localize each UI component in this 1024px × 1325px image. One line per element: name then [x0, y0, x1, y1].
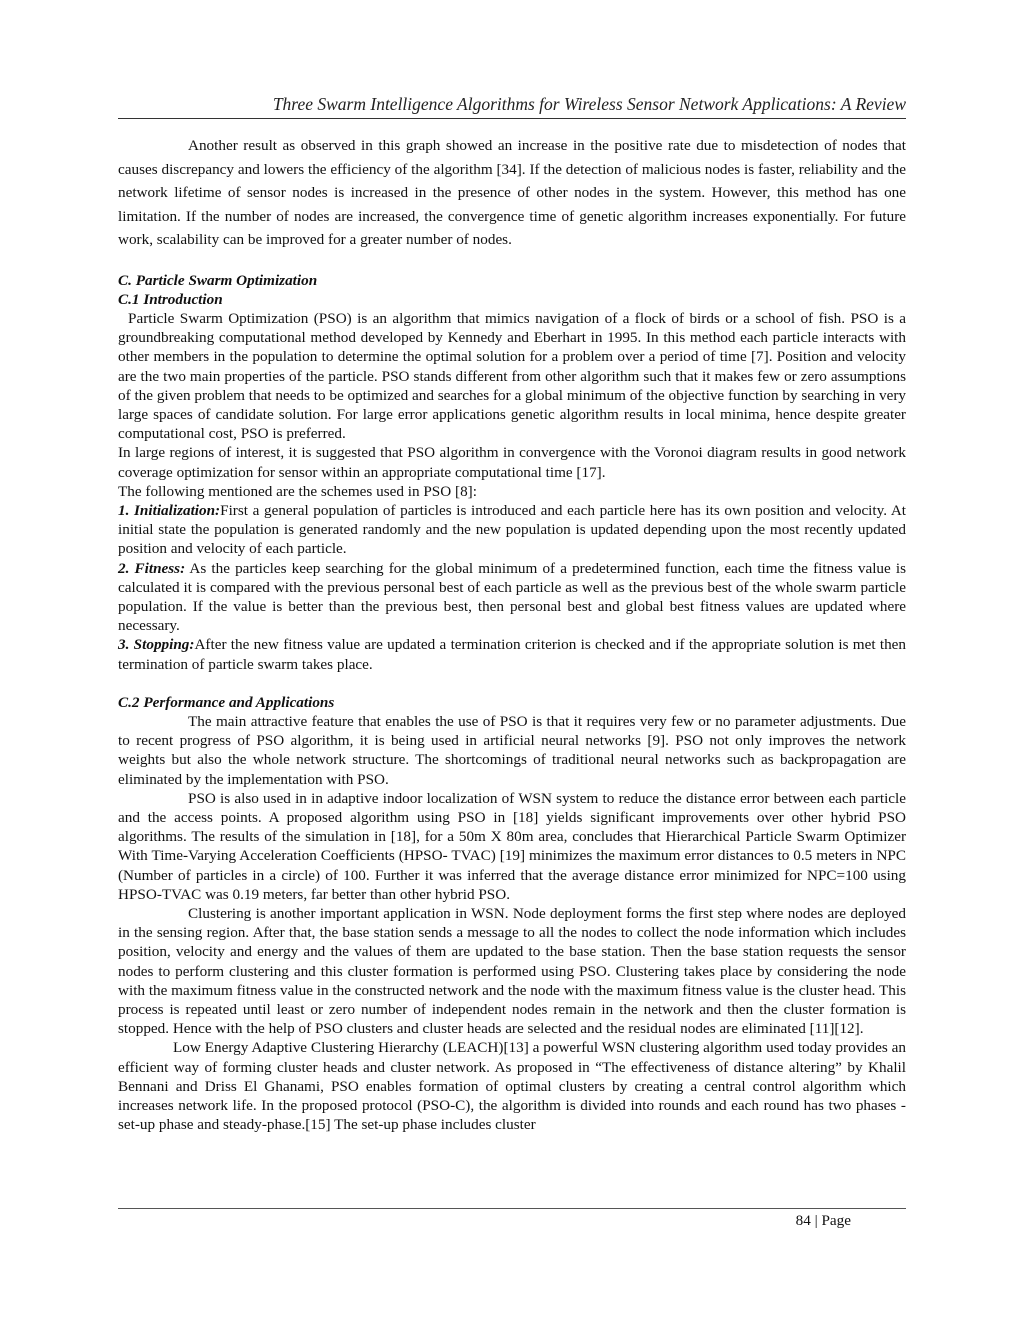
scheme-stopping	[118, 635, 906, 673]
c1-paragraph-1: Particle Swarm Optimization (PSO) is an algorithm that mimics navigation of a flock of birds or a school of fish. PSO is a groundbreaking computational method developed by Kennedy and Eberhart in 1995. In this method each particle interacts with other members in the population to determine the optimal solution for a problem over a period of time [7]. Position and velocity are the two main properties of the particle. PSO stands different from other algorithm such that it makes few or zero assumptions of the given problem that needs to be optimized and searches for a global minimum of the objective function by searching in very large spaces of candidate solution. For large error applications genetic algorithm results in local minima, hence despite greater computational cost, PSO is preferred.	[118, 309, 906, 443]
scheme-fitness	[118, 559, 906, 636]
scheme-label: 1. Initialization:	[118, 501, 221, 519]
header-rule	[118, 118, 906, 119]
subsection-heading-c1: C.1 Introduction	[118, 290, 223, 308]
intro-paragraph: Another result as observed in this graph showed an increase in the positive rate due to misdetection of nodes that causes discrepancy and lowers the efficiency of the algorithm [34]. If the detection of malicious nodes is faster, reliability and the network lifetime of sensor nodes is increased in the presence of other nodes in the system. However, this method has one limitation. If the number of nodes are increased, the convergence time of genetic algorithm increases exponentially. For future work, scalability can be improved for a greater number of nodes.	[118, 137, 906, 248]
scheme-text: After the new fitness value are updated a termination criterion is checked and if the appropriate solution is met then termination of particle swarm takes place.	[118, 636, 906, 673]
c2-paragraph-4: Low Energy Adaptive Clustering Hierarchy (LEACH)[13] a powerful WSN clustering algorithm used today provides an efficient way of forming cluster heads and cluster network. As proposed in “The effectiveness of distance altering” by Khalil Bennani and Driss El Ghanami, PSO enables formation of optimal clusters by creating a central control algorithm which increases network life. In the proposed protocol (PSO-C), the algorithm is divided into rounds and each round has two phases - set-up phase and steady-phase.[15] The set-up phase includes cluster	[118, 1039, 906, 1134]
footer-rule	[118, 1208, 906, 1209]
c1-paragraph-2: In large regions of interest, it is suggested that PSO algorithm in convergence with the Voronoi diagram results in good network coverage optimization for sensor within an appropriate computational time [17].	[118, 444, 906, 481]
page-number: 84 | Page	[795, 1212, 851, 1229]
running-header: Three Swarm Intelligence Algorithms for Wireless Sensor Network Applications: A Review	[272, 94, 906, 114]
scheme-text: As the particles keep searching for the global minimum of a predetermined function, each time the fitness value is calculated it is compared with the previous personal best of each particle as well as the previous best of the whole swarm particle population. If the value is better than the previous best, then personal best and global best fitness values are updated where necessary.	[118, 559, 906, 635]
page-body	[118, 134, 906, 1134]
subsection-heading-c2: C.2 Performance and Applications	[118, 693, 335, 711]
c1-paragraph-3: The following mentioned are the schemes used in PSO [8]:	[118, 482, 477, 500]
scheme-label: 3. Stopping:	[118, 636, 195, 654]
c2-paragraph-1: The main attractive feature that enables the use of PSO is that it requires very few or no parameter adjustments. Due to recent progress of PSO algorithm, it is being used in artificial neural networks [9]. PSO not only improves the network weights but also the whole network structure. The shortcomings of traditional neural networks such as backpropagation are eliminated by the implementation with PSO.	[118, 712, 906, 788]
c2-paragraph-2: PSO is also used in in adaptive indoor localization of WSN system to reduce the distance error between each particle and the access points. A proposed algorithm using PSO in [18] yields significant improvements over other hybrid PSO algorithms. The results of the simulation in [18], for a 50m X 80m area, concludes that Hierarchical Particle Swarm Optimizer With Time-Varying Acceleration Coefficients (HPSO- TVAC) [19] minimizes the maximum error distances to 0.5 meters in NPC (Number of particles in a circle) of 100. Further it was inferred that the average distance error minimized for NPC=100 using HPSO-TVAC was 0.19 meters, far better than other hybrid PSO.	[118, 789, 906, 903]
scheme-label: 2. Fitness:	[118, 559, 186, 577]
scheme-initialization	[118, 501, 906, 559]
c2-paragraph-3: Clustering is another important application in WSN. Node deployment forms the first step where nodes are deployed in the sensing region. After that, the base station sends a message to all the nodes to collect the node information which includes position, velocity and energy and the values of them are updated to the base station. Then the base station requests the sensor nodes to perform clustering and this cluster formation is performed using PSO. Clustering takes place by considering the node with the maximum fitness value in the constructed network and the node with the maximum fitness value is the cluster head. This process is repeated until least or zero number of independent nodes remain in the network and then the cluster formation is stopped. Hence with the help of PSO clusters and cluster heads are selected and the residual nodes are eliminated [11][12].	[118, 905, 906, 1038]
spacer	[118, 674, 906, 693]
section-heading-c: C. Particle Swarm Optimization	[118, 271, 318, 289]
scheme-text: First a general population of particles is introduced and each particle here has its own position and velocity. At initial state the population is generated randomly and the new population is updated depending upon the most recently updated position and velocity of each particle.	[118, 501, 907, 558]
spacer	[118, 252, 906, 271]
